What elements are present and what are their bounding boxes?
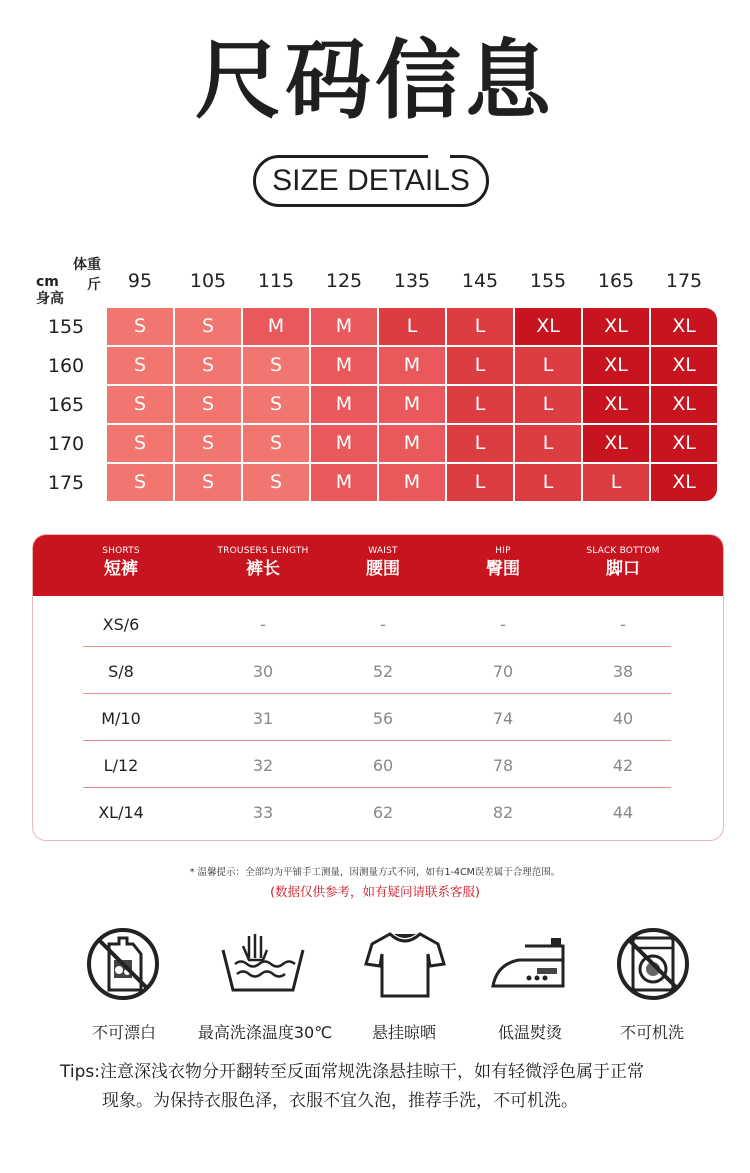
- corner-cm-label: cm: [36, 274, 59, 290]
- column-header: [438, 545, 568, 581]
- size-cell: S: [243, 464, 309, 501]
- wash-temp-icon: [208, 924, 318, 1004]
- size-cell: S: [175, 425, 241, 462]
- size-cell: S: [243, 347, 309, 384]
- size-cell: XL: [651, 347, 717, 384]
- column-header: [56, 545, 186, 581]
- corner-jin-label: 斤: [87, 277, 101, 293]
- measurement-value: 40: [612, 709, 634, 728]
- measurement-value: 52: [372, 662, 394, 681]
- size-cell: M: [311, 308, 377, 345]
- size-cell: S: [175, 386, 241, 423]
- size-cell: XL: [651, 386, 717, 423]
- measurement-value: 31: [252, 709, 274, 728]
- row-divider: [83, 740, 671, 741]
- size-cell: S: [175, 347, 241, 384]
- column-header-en: TROUSERS LENGTH: [217, 546, 309, 556]
- size-cell: S: [243, 425, 309, 462]
- size-cell: L: [515, 464, 581, 501]
- size-cell: L: [515, 347, 581, 384]
- height-header: 175: [47, 472, 85, 494]
- size-cell: M: [311, 347, 377, 384]
- measurement-table: [32, 534, 724, 841]
- measurement-value: 62: [372, 803, 394, 822]
- no-bleach-icon: [68, 924, 178, 1004]
- measurement-value: 78: [492, 756, 514, 775]
- column-header-zh: 裤长: [246, 559, 280, 579]
- weight-header: 115: [257, 270, 295, 292]
- weight-header: 165: [597, 270, 635, 292]
- hang-dry-icon: [350, 924, 460, 1004]
- column-header-zh: 臀围: [486, 559, 520, 579]
- size-label: M/10: [101, 709, 141, 728]
- size-cell: M: [379, 464, 445, 501]
- measurement-note: * 温馨提示：全部均为平铺手工测量，因测量方式不同，如有1-4CM误差属于合理范围。: [189, 867, 561, 878]
- column-header-zh: 腰围: [366, 559, 400, 579]
- row-divider: [83, 693, 671, 694]
- care-label-no-bleach: 不可漂白: [91, 1023, 156, 1042]
- height-header: 165: [47, 394, 85, 416]
- size-cell: S: [175, 308, 241, 345]
- measurement-value: -: [380, 615, 386, 634]
- size-cell: S: [107, 425, 173, 462]
- size-cell: L: [447, 464, 513, 501]
- size-cell: XL: [651, 464, 717, 501]
- height-header: 155: [47, 316, 85, 338]
- size-cell: L: [583, 464, 649, 501]
- weight-header: 135: [393, 270, 431, 292]
- weight-header: 175: [665, 270, 703, 292]
- size-cell: XL: [583, 308, 649, 345]
- low-iron-icon: [480, 924, 590, 1004]
- measurement-value: 70: [492, 662, 514, 681]
- height-header: 160: [47, 355, 85, 377]
- measurement-value: 38: [612, 662, 634, 681]
- size-cell: M: [379, 347, 445, 384]
- care-label-hang-dry: 悬挂晾晒: [371, 1023, 436, 1042]
- size-cell: L: [447, 425, 513, 462]
- size-label: XL/14: [98, 803, 144, 822]
- size-cell: M: [379, 386, 445, 423]
- size-cell: XL: [583, 386, 649, 423]
- measurement-value: 32: [252, 756, 274, 775]
- size-label: XS/6: [102, 615, 140, 634]
- badge-gap: [428, 151, 450, 159]
- weight-header: 95: [127, 270, 153, 292]
- measurement-value: 74: [492, 709, 514, 728]
- page-title: 尺码信息: [195, 31, 555, 131]
- care-label-low-iron: 低温熨烫: [497, 1023, 562, 1042]
- size-cell: XL: [651, 308, 717, 345]
- row-divider: [83, 787, 671, 788]
- size-cell: XL: [583, 347, 649, 384]
- measurement-value: -: [620, 615, 626, 634]
- column-header-zh: 短裤: [104, 559, 138, 579]
- column-header-en: HIP: [495, 546, 511, 556]
- size-label: S/8: [108, 662, 134, 681]
- column-header: [318, 545, 448, 581]
- tips-line-2: 现象。为保持衣服色泽，衣服不宜久泡，推荐手洗，不可机洗。: [102, 1091, 578, 1111]
- size-cell: L: [515, 386, 581, 423]
- measurement-value: -: [500, 615, 506, 634]
- tips-line-1: Tips:注意深浅衣物分开翻转至反面常规洗涤悬挂晾干，如有轻微浮色属于正常: [60, 1062, 644, 1082]
- measurement-value: 42: [612, 756, 634, 775]
- column-header: [198, 545, 328, 581]
- size-cell: L: [447, 386, 513, 423]
- column-header-en: SHORTS: [102, 546, 140, 556]
- size-cell: M: [379, 425, 445, 462]
- size-cell: M: [311, 464, 377, 501]
- size-cell: XL: [583, 425, 649, 462]
- column-header-zh: 脚口: [606, 559, 640, 579]
- measurement-value: 33: [252, 803, 274, 822]
- size-cell: S: [175, 464, 241, 501]
- size-cell: M: [311, 386, 377, 423]
- weight-header: 105: [189, 270, 227, 292]
- weight-header: 125: [325, 270, 363, 292]
- reference-note: (数据仅供参考，如有疑问请联系客服): [270, 884, 480, 899]
- size-cell: XL: [651, 425, 717, 462]
- weight-header: 155: [529, 270, 567, 292]
- measurement-value: 60: [372, 756, 394, 775]
- measurement-value: -: [260, 615, 266, 634]
- measurement-value: 44: [612, 803, 634, 822]
- corner-height-label: 身高: [36, 291, 64, 307]
- size-cell: S: [107, 347, 173, 384]
- size-cell: S: [107, 464, 173, 501]
- care-label-wash-temp: 最高洗涤温度30℃: [197, 1023, 333, 1042]
- weight-header: 145: [461, 270, 499, 292]
- size-cell: S: [107, 386, 173, 423]
- corner-weight-label: 体重: [73, 257, 101, 273]
- size-cell: L: [447, 347, 513, 384]
- size-cell: L: [447, 308, 513, 345]
- column-header-en: SLACK BOTTOM: [586, 546, 660, 556]
- size-cell: L: [379, 308, 445, 345]
- size-cell: XL: [515, 308, 581, 345]
- column-header: [558, 545, 688, 581]
- column-header-en: WAIST: [368, 546, 398, 556]
- size-cell: M: [311, 425, 377, 462]
- measurement-value: 56: [372, 709, 394, 728]
- size-cell: L: [515, 425, 581, 462]
- size-cell: S: [107, 308, 173, 345]
- care-tips: [60, 1058, 720, 1116]
- measurement-value: 30: [252, 662, 274, 681]
- height-header: 170: [47, 433, 85, 455]
- size-cell: M: [243, 308, 309, 345]
- size-label: L/12: [103, 756, 139, 775]
- row-divider: [83, 646, 671, 647]
- size-cell: S: [243, 386, 309, 423]
- no-machine-wash-icon: [598, 924, 708, 1004]
- care-label-no-machine-wash: 不可机洗: [619, 1023, 684, 1042]
- size-details-badge: SIZE DETAILS: [253, 155, 489, 207]
- measurement-value: 82: [492, 803, 514, 822]
